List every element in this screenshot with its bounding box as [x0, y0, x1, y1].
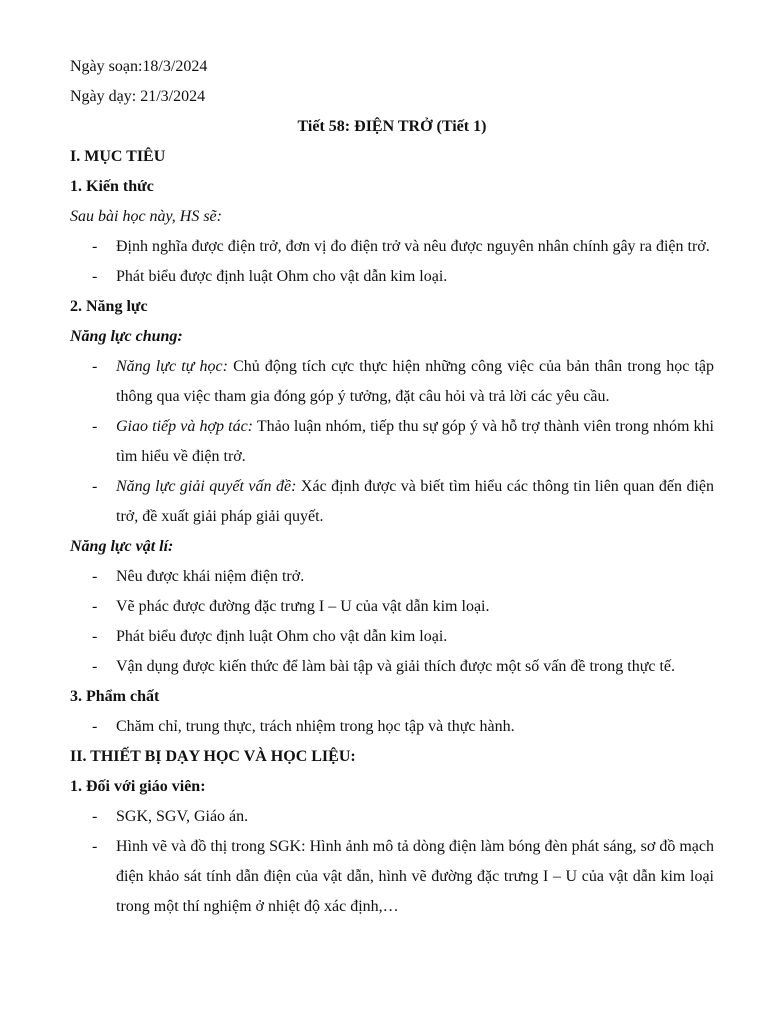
subheading-competence: 2. Năng lực [70, 298, 148, 315]
list-item [70, 712, 714, 742]
subheading-knowledge: 1. Kiến thức [70, 178, 154, 195]
list-item-text: Định nghĩa được điện trở, đơn vị đo điện trở và nêu được nguyên nhân chính gây ra điện trở. [116, 238, 710, 255]
knowledge-intro: Sau bài học này, HS sẽ: [70, 208, 222, 225]
list-item-text: Phát biểu được định luật Ohm cho vật dẫn kim loại. [116, 268, 448, 285]
bullet-dash: - [92, 628, 98, 645]
bullet-dash: - [92, 598, 98, 615]
list-item [70, 622, 714, 652]
item-lead: Giao tiếp và hợp tác: [116, 418, 254, 435]
list-item-text: Nêu được khái niệm điện trở. [116, 568, 305, 585]
general-competence-heading: Năng lực chung: [70, 328, 183, 345]
list-item [70, 832, 714, 922]
date-prepared: Ngày soạn:18/3/2024 [70, 58, 208, 75]
bullet-dash: - [92, 478, 98, 495]
subheading-teacher: 1. Đối với giáo viên: [70, 778, 206, 795]
bullet-dash: - [92, 238, 98, 255]
list-item-text: Chăm chỉ, trung thực, trách nhiệm trong học tập và thực hành. [116, 718, 515, 735]
list-item [70, 352, 714, 412]
list-item [70, 652, 714, 682]
list-item-text: Chủ động tích cực thực hiện những công việc của bản thân trong học tập thông qua việc tham gia đóng góp ý tưởng, đặt câu hỏi và trả lời các yêu cầu. [116, 358, 715, 405]
document-page [70, 52, 714, 922]
bullet-dash: - [92, 268, 98, 285]
bullet-dash: - [92, 358, 98, 375]
bullet-dash: - [92, 838, 98, 855]
list-item [70, 562, 714, 592]
bullet-dash: - [92, 418, 98, 435]
list-item-text: Hình vẽ và đồ thị trong SGK: Hình ảnh mô tả dòng điện làm bóng đèn phát sáng, sơ đồ mạch điện khảo sát tính dẫn điện của vật dẫn, hình vẽ đường đặc trưng I – U của vật dẫn kim loại trong một thí nghiệm ở nhiệt độ xác định,… [116, 838, 714, 915]
subheading-qualities: 3. Phẩm chất [70, 688, 160, 705]
list-item [70, 412, 714, 472]
section-heading-equipment: II. THIẾT BỊ DẠY HỌC VÀ HỌC LIỆU: [70, 748, 356, 765]
item-lead: Năng lực tự học: [116, 358, 228, 375]
list-item-text: Xác định được và biết tìm hiểu các thông tin liên quan đến điện trở, đề xuất giải pháp giải quyết. [116, 478, 715, 525]
list-item-text: Phát biểu được định luật Ohm cho vật dẫn kim loại. [116, 628, 448, 645]
list-item [70, 802, 714, 832]
date-taught: Ngày dạy: 21/3/2024 [70, 88, 206, 105]
physics-competence-heading: Năng lực vật lí: [70, 538, 174, 555]
bullet-dash: - [92, 718, 98, 735]
bullet-dash: - [92, 658, 98, 675]
section-heading-objectives: I. MỤC TIÊU [70, 148, 166, 165]
bullet-dash: - [92, 808, 98, 825]
list-item-text: Vẽ phác được đường đặc trưng I – U của vật dẫn kim loại. [116, 598, 490, 615]
bullet-dash: - [92, 568, 98, 585]
list-item-text: Thảo luận nhóm, tiếp thu sự góp ý và hỗ trợ thành viên trong nhóm khi tìm hiểu về điện trở. [116, 418, 714, 465]
list-item [70, 232, 714, 262]
lesson-title: Tiết 58: ĐIỆN TRỞ (Tiết 1) [297, 118, 487, 135]
list-item-text: SGK, SGV, Giáo án. [116, 808, 249, 825]
list-item [70, 262, 714, 292]
list-item [70, 472, 714, 532]
list-item [70, 592, 714, 622]
list-item-text: Vận dụng được kiến thức để làm bài tập và giải thích được một số vấn đề trong thực tế. [116, 658, 676, 675]
item-lead: Năng lực giải quyết vấn đề: [116, 478, 297, 495]
